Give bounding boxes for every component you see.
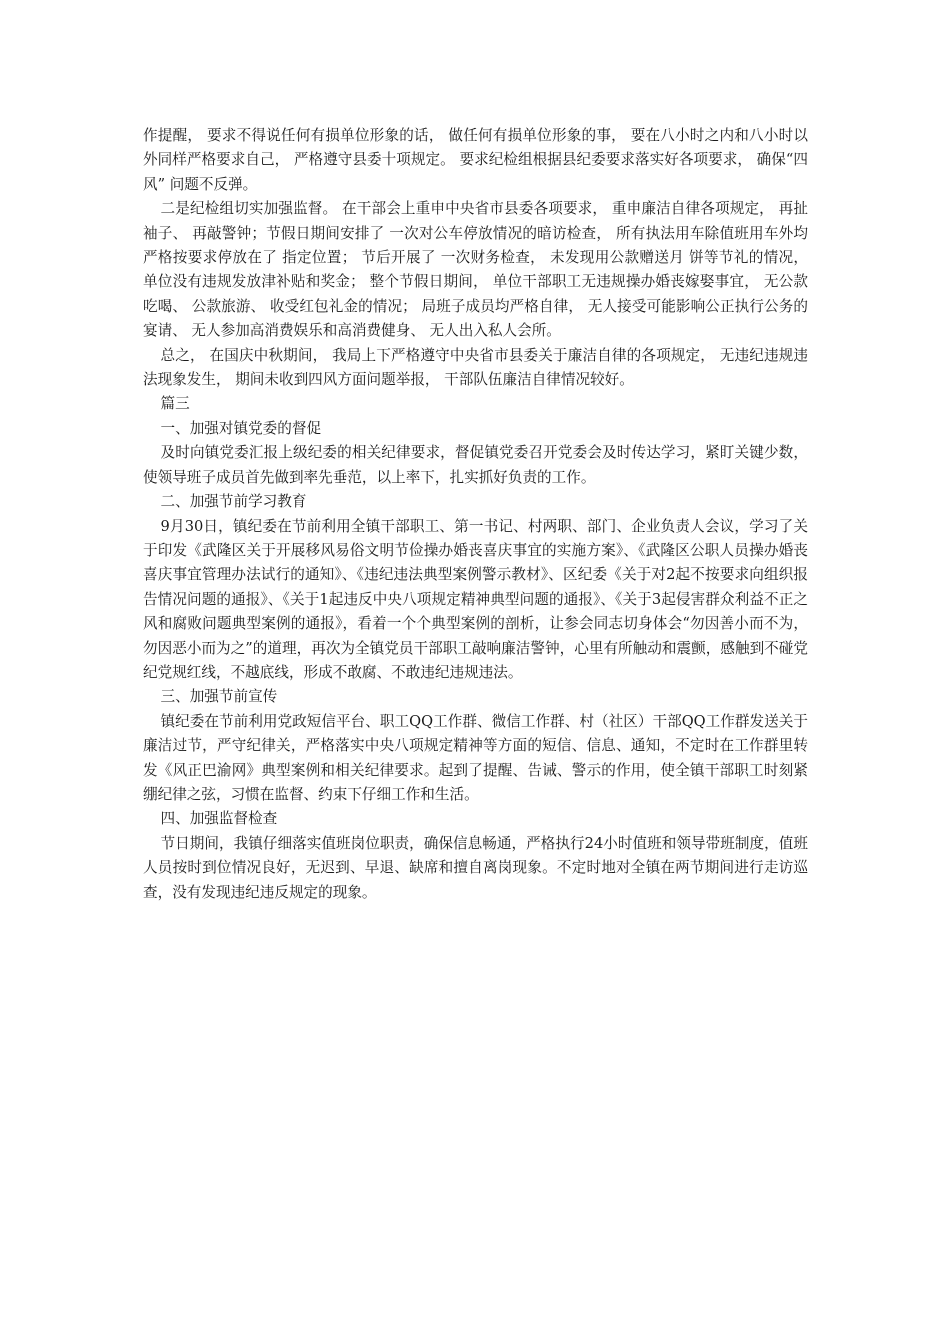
paragraph-supervision: 二是纪检组切实加强监督。 在干部会上重申中央省市县委各项要求， 重申廉洁自律各项规定， 再扯袖子、 再敲警钟；节假日期间安排了 一次对公车停放情况的暗访检查， 所有执法用车除值班用车外均严格按要求停放在了 指定位置； 节后开展了 一次财务检查， 未发现用公款赠送月 饼等节礼的情况， 单位没有违规发放津补贴和奖金； 整个节假日期间， 单位干部职工无违规操办婚丧嫁娶事宜， 无公款吃喝、 公款旅游、 收受红包礼金的情况； 局班子成员均严格自律， 无人接受可能影响公正执行公务的宴请、 无人参加高消费娱乐和高消费健身、 无人出入私人会所。 [143, 200, 808, 340]
paragraph-inspection: 节日期间，我镇仔细落实值班岗位职责，确保信息畅通，严格执行24小时值班和领导带班制度，值班人员按时到位情况良好，无迟到、早退、缺席和擅自离岗现象。不定时地对全镇在两节期间进行走访巡查，没有发现违纪违反规定的现象。 [143, 834, 808, 901]
paragraph-study-education: 9月30日，镇纪委在节前利用全镇干部职工、第一书记、村两职、部门、企业负责人会议，学习了关于印发《武隆区关于开展移风易俗文明节俭操办婚丧喜庆事宜的实施方案》、《武隆区公职人员操办婚丧喜庆事宜管理办法试行的通知》、《违纪违法典型案例警示教材》、区纪委《关于对2起不按要求向组织报告情况问题的通报》、《关于1起违反中央八项规定精神典型问题的通报》、《关于3起侵害群众利益不正之风和腐败问题典型案例的通报》，看着一个个典型案例的剖析，让参会同志切身体会“勿因善小而不为，勿因恶小而为之”的道理，再次为全镇党员干部职工敲响廉洁警钟，心里有所触动和震颤，感触到不碰党纪党规红线，不越底线，形成不敢腐、不敢违纪违规违法。 [143, 517, 808, 681]
paragraph-publicity: 镇纪委在节前利用党政短信平台、职工QQ工作群、微信工作群、村（社区）干部QQ工作群发送关于廉洁过节，严守纪律关，严格落实中央八项规定精神等方面的短信、信息、通知，不定时在工作群里转发《风正巴渝网》典型案例和相关纪律要求。起到了提醒、告诫、警示的作用，使全镇干部职工时刻紧绷纪律之弦，习惯在监督、约束下仔细工作和生活。 [143, 712, 808, 803]
heading-party-committee: 一、加强对镇党委的督促 [160, 419, 322, 437]
section-title-part-three: 篇三 [160, 395, 190, 413]
heading-publicity: 三、加强节前宣传 [160, 688, 278, 706]
heading-inspection: 四、加强监督检查 [160, 810, 278, 828]
document-body [143, 124, 808, 905]
paragraph-party-committee: 及时向镇党委汇报上级纪委的相关纪律要求，督促镇党委召开党委会及时传达学习，紧盯关键少数，使领导班子成员首先做到率先垂范，以上率下，扎实抓好负责的工作。 [143, 444, 808, 486]
heading-study-education: 二、加强节前学习教育 [160, 493, 307, 511]
paragraph-summary: 总之， 在国庆中秋期间， 我局上下严格遵守中央省市县委关于廉洁自律的各项规定， 无违纪违规违法现象发生， 期间未收到四风方面问题举报， 干部队伍廉洁自律情况较好。 [143, 346, 808, 389]
paragraph-reminder: 作提醒， 要求不得说任何有损单位形象的话， 做任何有损单位形象的事， 要在八小时之内和八小时以外同样严格要求自己， 严格遵守县委十项规定。 要求纪检组根据县纪委要求落实好各项要求， 确保“四风” 问题不反弹。 [143, 127, 808, 193]
